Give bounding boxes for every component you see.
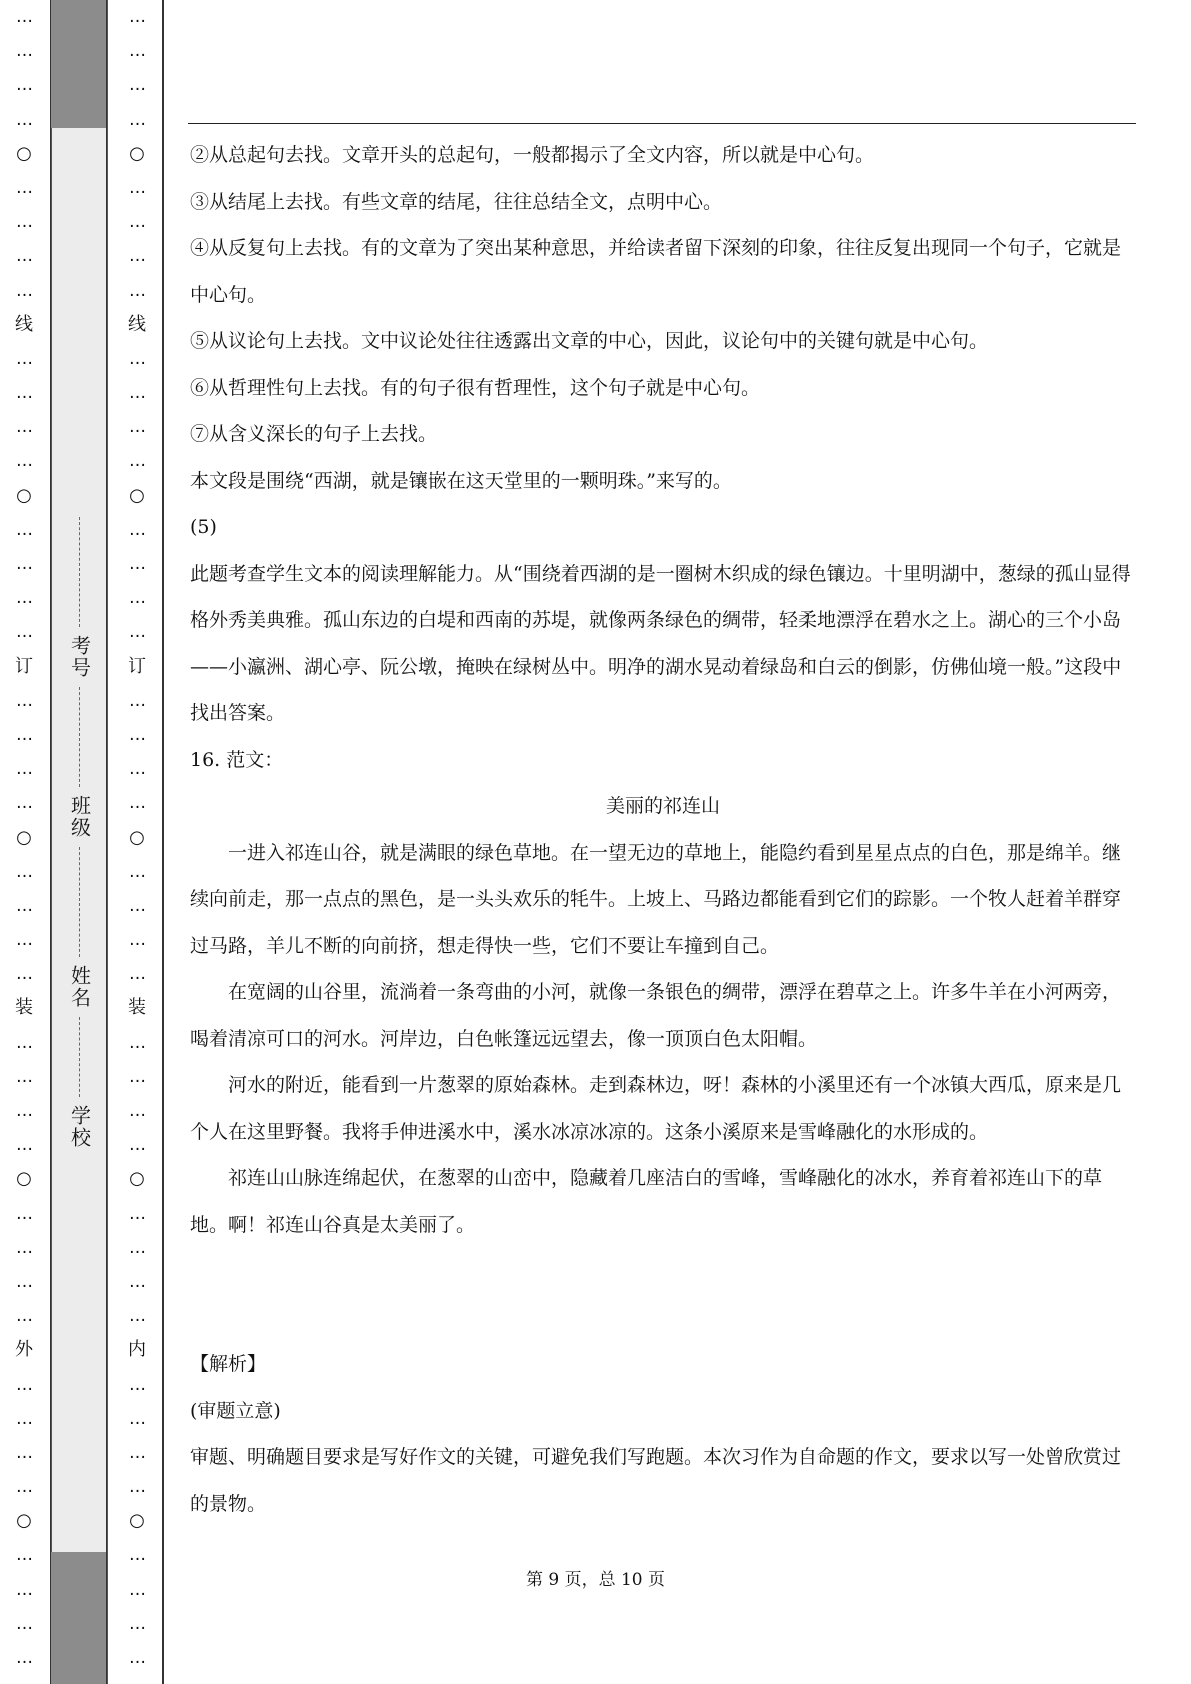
inner-glyph: … bbox=[129, 1545, 145, 1566]
inner-glyph: … bbox=[129, 1408, 145, 1429]
inner-glyph: … bbox=[129, 1579, 145, 1600]
paragraph: 本文段是围绕“西湖，就是镶嵌在这天堂里的一颗明珠。”来写的。 bbox=[190, 469, 732, 492]
outer-glyph: … bbox=[16, 622, 32, 643]
inner-glyph: … bbox=[129, 519, 145, 540]
outer-glyph: … bbox=[16, 1545, 32, 1566]
exam-no-label: 考号 bbox=[67, 635, 92, 679]
inner-glyph: … bbox=[129, 1442, 145, 1463]
outer-glyph: … bbox=[16, 690, 32, 711]
panel-top-block bbox=[51, 0, 106, 128]
binding-line bbox=[106, 0, 107, 1684]
inner-glyph: … bbox=[129, 348, 145, 369]
inner-glyph: … bbox=[129, 759, 145, 780]
outer-glyph: … bbox=[16, 417, 32, 438]
inner-glyph: … bbox=[129, 383, 145, 404]
inner-glyph: … bbox=[129, 1613, 145, 1634]
outer-glyph: … bbox=[16, 7, 32, 27]
inner-glyph: … bbox=[129, 1306, 145, 1327]
outer-glyph: … bbox=[16, 1477, 32, 1498]
outer-glyph: 装 bbox=[15, 997, 33, 1019]
outer-glyph: … bbox=[16, 75, 32, 96]
inner-glyph: … bbox=[129, 1237, 145, 1258]
inner-glyph: ○ bbox=[129, 142, 145, 164]
paragraph: ⑥从哲理性句上去找。有的句子很有哲理性，这个句子就是中心句。 bbox=[190, 376, 761, 399]
inner-glyph: 订 bbox=[128, 655, 146, 677]
inner-glyph: … bbox=[129, 1066, 145, 1087]
inner-glyph: … bbox=[129, 1203, 145, 1224]
class-blank[interactable] bbox=[79, 687, 82, 787]
paragraph: ⑤从议论句上去找。文中议论处往往透露出文章的中心，因此，议论句中的关键句就是中心句。 bbox=[190, 330, 989, 352]
inner-glyph: … bbox=[129, 1032, 145, 1053]
inner-glyph: … bbox=[129, 246, 145, 267]
outer-glyph: … bbox=[16, 348, 32, 369]
outer-glyph: … bbox=[16, 588, 32, 609]
page-content bbox=[190, 132, 1136, 1527]
analysis-subheading: (审题立意) bbox=[190, 1399, 281, 1422]
outer-glyph: ○ bbox=[16, 1168, 32, 1190]
outer-glyph: ○ bbox=[16, 1510, 32, 1532]
outer-glyph: ○ bbox=[16, 484, 32, 506]
class-label: 班级 bbox=[67, 795, 92, 839]
inner-glyph: … bbox=[129, 7, 145, 27]
inner-glyph: … bbox=[129, 109, 145, 130]
outer-glyph: … bbox=[16, 554, 32, 574]
outer-glyph: … bbox=[16, 1306, 32, 1327]
analysis-heading: 【解析】 bbox=[190, 1353, 267, 1375]
essay-paragraph: 河水的附近，能看到一片葱翠的原始森林。走到森林边，呀！森林的小溪里还有一个冰镇大西瓜，原来是几个人在这里野餐。我将手伸进溪水中，溪水冰凉冰凉的。这条小溪原来是雪峰融化的水形成的。 bbox=[190, 1074, 1122, 1143]
student-info-fields bbox=[60, 515, 100, 1155]
school-blank[interactable] bbox=[79, 1017, 82, 1097]
outer-glyph: … bbox=[16, 1135, 32, 1156]
inner-glyph: … bbox=[129, 724, 145, 745]
inner-glyph: 内 bbox=[128, 1339, 146, 1361]
inner-glyph: … bbox=[129, 417, 145, 438]
paragraph: ⑦从含义深长的句子上去找。 bbox=[190, 423, 438, 445]
outer-glyph: … bbox=[16, 280, 32, 301]
outer-glyph: … bbox=[16, 1101, 32, 1121]
inner-glyph: … bbox=[129, 690, 145, 711]
name-label: 姓名 bbox=[67, 965, 92, 1009]
outer-glyph: … bbox=[16, 1374, 32, 1395]
inner-glyph: ○ bbox=[129, 484, 145, 506]
outer-glyph: … bbox=[16, 793, 32, 814]
outer-glyph: … bbox=[16, 1579, 32, 1600]
outer-glyph: ○ bbox=[16, 142, 32, 164]
outer-glyph: … bbox=[16, 964, 32, 985]
outer-glyph: … bbox=[16, 246, 32, 267]
paragraph: 此题考查学生文本的阅读理解能力。从“围绕着西湖的是一圈树木织成的绿色镶边。十里明湖中，葱绿的孤山显得格外秀美典雅。孤山东边的白堤和西南的苏堤，就像两条绿色的绸带，轻柔地漂浮在碧水之上。湖心的三个小岛——小瀛洲、湖心亭、阮公墩，掩映在绿树丛中。明净的湖水晃动着绿岛和白云的倒影，仿佛仙境一般。”这段中找出答案。 bbox=[190, 562, 1131, 724]
inner-binding-strip bbox=[112, 0, 162, 1684]
inner-glyph: … bbox=[129, 588, 145, 609]
question-number: (5) bbox=[190, 516, 217, 538]
essay-paragraph: 在宽阔的山谷里，流淌着一条弯曲的小河，就像一条银色的绸带，漂浮在碧草之上。许多牛羊在小河两旁，喝着清凉可口的河水。河岸边，白色帐篷远远望去，像一顶顶白色太阳帽。 bbox=[190, 981, 1122, 1050]
inner-glyph: … bbox=[129, 177, 145, 198]
inner-glyph: … bbox=[129, 1374, 145, 1395]
essay-paragraph: 祁连山山脉连绵起伏，在葱翠的山峦中，隐藏着几座洁白的雪峰，雪峰融化的冰水，养育着祁连山下的草地。啊！祁连山谷真是太美丽了。 bbox=[190, 1167, 1103, 1236]
inner-glyph: … bbox=[129, 1101, 145, 1121]
paragraph: ②从总起句去找。文章开头的总起句，一般都揭示了全文内容，所以就是中心句。 bbox=[190, 144, 875, 166]
inner-glyph: 线 bbox=[128, 313, 146, 335]
outer-glyph: … bbox=[16, 383, 32, 404]
inner-glyph: … bbox=[129, 1271, 145, 1292]
analysis-text: 审题、明确题目要求是写好作文的关键，可避免我们写跑题。本次习作为自命题的作文，要求以写一处曾欣赏过的景物。 bbox=[190, 1446, 1122, 1515]
inner-glyph: ○ bbox=[129, 826, 145, 848]
inner-glyph: … bbox=[129, 280, 145, 301]
outer-glyph: … bbox=[16, 930, 32, 951]
outer-glyph: … bbox=[16, 1066, 32, 1087]
inner-glyph: … bbox=[129, 212, 145, 233]
paragraph: ④从反复句上去找。有的文章为了突出某种意思，并给读者留下深刻的印象，往往反复出现同一个句子，它就是中心句。 bbox=[190, 237, 1122, 306]
inner-glyph: … bbox=[129, 793, 145, 814]
outer-glyph: … bbox=[16, 451, 32, 472]
school-label: 学校 bbox=[67, 1105, 92, 1149]
outer-glyph: … bbox=[16, 1032, 32, 1053]
inner-glyph: … bbox=[129, 41, 145, 62]
exam-no-blank[interactable] bbox=[79, 517, 82, 627]
inner-glyph: … bbox=[129, 75, 145, 96]
outer-glyph: … bbox=[16, 177, 32, 198]
outer-glyph: 订 bbox=[15, 655, 33, 677]
outer-binding-strip bbox=[0, 0, 48, 1684]
question-number: 16. 范文： bbox=[190, 748, 284, 771]
outer-glyph: … bbox=[16, 41, 32, 62]
outer-glyph: 外 bbox=[15, 1339, 33, 1361]
outer-glyph: … bbox=[16, 1408, 32, 1429]
outer-glyph: … bbox=[16, 1648, 32, 1668]
inner-glyph: 装 bbox=[128, 997, 146, 1019]
header-rule bbox=[188, 123, 1136, 124]
inner-glyph: … bbox=[129, 861, 145, 882]
outer-glyph: … bbox=[16, 1271, 32, 1292]
inner-glyph: … bbox=[129, 1135, 145, 1156]
inner-glyph: … bbox=[129, 451, 145, 472]
outer-glyph: … bbox=[16, 861, 32, 882]
inner-glyph: … bbox=[129, 930, 145, 951]
inner-glyph: … bbox=[129, 895, 145, 916]
inner-glyph: ○ bbox=[129, 1168, 145, 1190]
inner-glyph: … bbox=[129, 622, 145, 643]
inner-glyph: ○ bbox=[129, 1510, 145, 1532]
name-blank[interactable] bbox=[79, 847, 82, 957]
essay-paragraph: 一进入祁连山谷，就是满眼的绿色草地。在一望无边的草地上，能隐约看到星星点点的白色，那是绵羊。继续向前走，那一点点的黑色，是一头头欢乐的牦牛。上坡上、马路边都能看到它们的踪影。一个牧人赶着羊群穿过马路，羊儿不断的向前挤，想走得快一些，它们不要让车撞到自己。 bbox=[190, 841, 1122, 957]
outer-glyph: … bbox=[16, 1613, 32, 1634]
content-border-line bbox=[162, 0, 164, 1684]
outer-glyph: … bbox=[16, 759, 32, 780]
outer-glyph: … bbox=[16, 212, 32, 233]
outer-glyph: … bbox=[16, 519, 32, 540]
inner-glyph: … bbox=[129, 964, 145, 985]
essay-title: 美丽的祁连山 bbox=[605, 795, 720, 817]
outer-glyph: … bbox=[16, 109, 32, 130]
outer-glyph: … bbox=[16, 895, 32, 916]
paragraph: ③从结尾上去找。有些文章的结尾，往往总结全文，点明中心。 bbox=[190, 190, 723, 213]
outer-glyph: ○ bbox=[16, 826, 32, 848]
outer-glyph: … bbox=[16, 1203, 32, 1224]
inner-glyph: … bbox=[129, 1477, 145, 1498]
inner-glyph: … bbox=[129, 1648, 145, 1668]
outer-glyph: 线 bbox=[15, 313, 33, 335]
spacer bbox=[190, 1248, 1136, 1341]
inner-glyph: … bbox=[129, 554, 145, 574]
outer-glyph: … bbox=[16, 724, 32, 745]
page-number: 第 9 页，总 10 页 bbox=[525, 1570, 666, 1590]
outer-glyph: … bbox=[16, 1442, 32, 1463]
outer-glyph: … bbox=[16, 1237, 32, 1258]
